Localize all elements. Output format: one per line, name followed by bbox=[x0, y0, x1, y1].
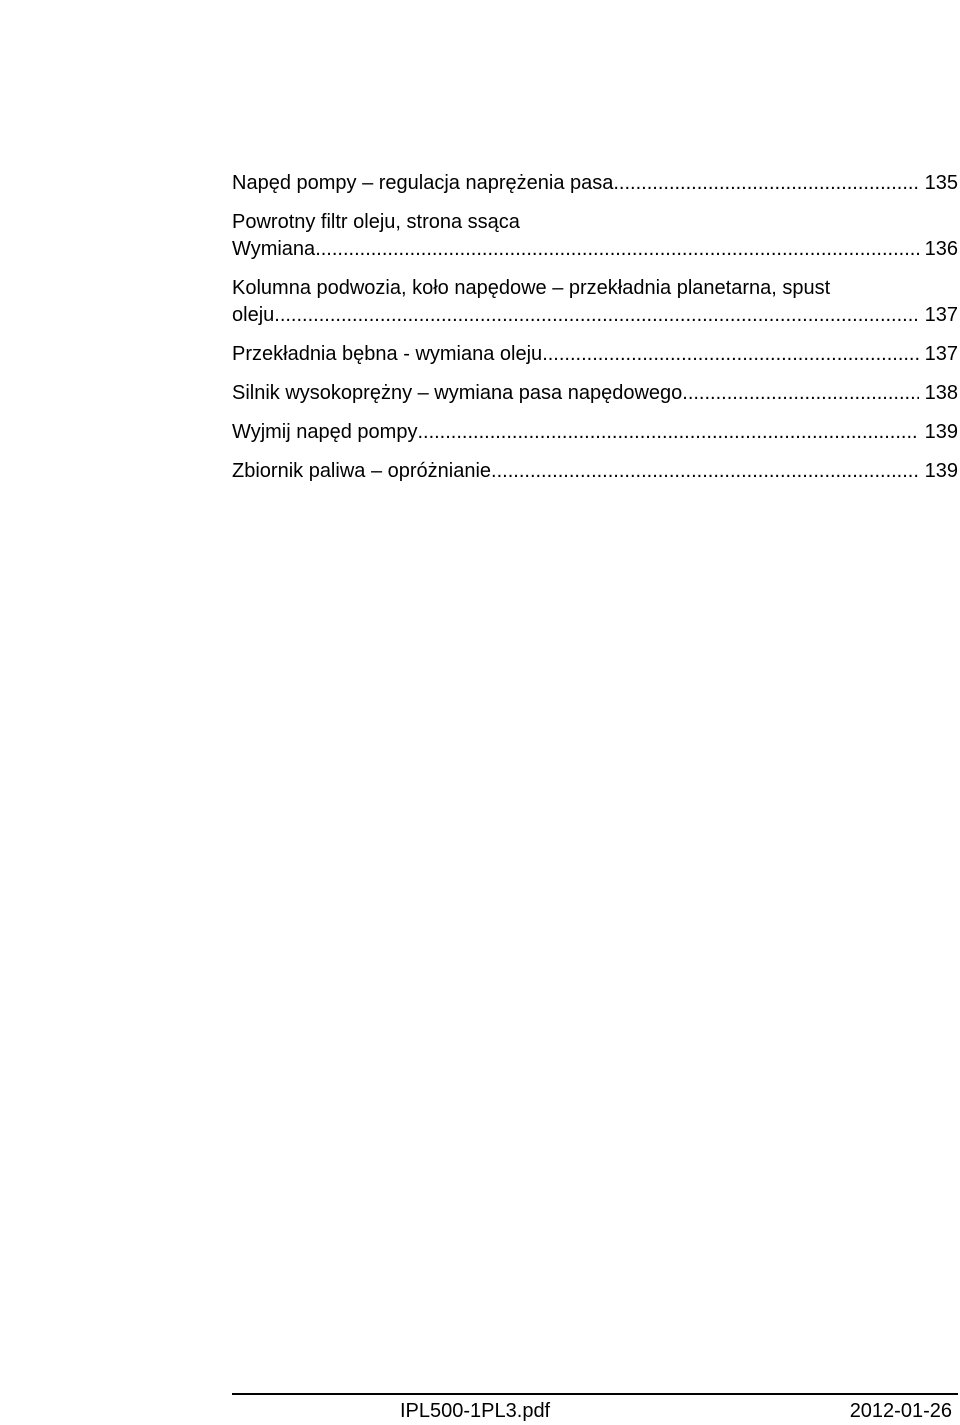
toc-entry-line bbox=[232, 236, 958, 263]
toc-entry[interactable] bbox=[232, 458, 958, 485]
toc-entry[interactable] bbox=[232, 341, 958, 368]
toc-entry-page-number: 139 bbox=[924, 421, 958, 443]
dot-leader bbox=[315, 236, 918, 263]
toc-entry-line bbox=[232, 419, 958, 446]
toc-entry[interactable] bbox=[232, 419, 958, 446]
toc-entry-title: Wymiana bbox=[232, 238, 316, 260]
toc-entry-title: Zbiornik paliwa – opróżnianie bbox=[232, 460, 492, 482]
toc-entry-line bbox=[232, 302, 958, 329]
toc-entry-line bbox=[232, 458, 958, 485]
dot-leader bbox=[274, 302, 918, 329]
toc-entry-page-number: 135 bbox=[924, 172, 958, 194]
toc-entry-line bbox=[232, 170, 958, 197]
toc-entry-title: Napęd pompy – regulacja naprężenia pasa bbox=[232, 172, 614, 194]
table-of-contents bbox=[232, 170, 958, 497]
dot-leader bbox=[613, 170, 918, 197]
footer-date: 2012-01-26 bbox=[849, 1400, 952, 1422]
toc-entry-title-line: Kolumna podwozia, koło napędowe – przekładnia planetarna, spust bbox=[232, 277, 831, 299]
toc-entry-page-number: 137 bbox=[924, 304, 958, 326]
dot-leader bbox=[417, 419, 918, 446]
toc-entry-title: oleju bbox=[232, 304, 275, 326]
toc-entry-line bbox=[232, 341, 958, 368]
footer-filename: IPL500-1PL3.pdf bbox=[400, 1400, 551, 1422]
toc-entry-page-number: 139 bbox=[924, 460, 958, 482]
dot-leader bbox=[542, 341, 918, 368]
toc-entry[interactable] bbox=[232, 209, 958, 263]
toc-entry-line bbox=[232, 380, 958, 407]
toc-entry[interactable] bbox=[232, 170, 958, 197]
toc-entry-page-number: 137 bbox=[924, 343, 958, 365]
toc-entry-title: Wyjmij napęd pompy bbox=[232, 421, 418, 443]
page-footer bbox=[232, 1397, 958, 1425]
toc-entry[interactable] bbox=[232, 380, 958, 407]
footer-divider bbox=[232, 1393, 958, 1395]
toc-entry-page-number: 136 bbox=[924, 238, 958, 260]
toc-entry-title: Silnik wysokoprężny – wymiana pasa napędowego bbox=[232, 382, 683, 404]
toc-entry-page-number: 138 bbox=[924, 382, 958, 404]
toc-entry-title: Przekładnia bębna - wymiana oleju bbox=[232, 343, 543, 365]
toc-entry-title-line: Powrotny filtr oleju, strona ssąca bbox=[232, 211, 520, 233]
dot-leader bbox=[491, 458, 919, 485]
toc-entry[interactable] bbox=[232, 275, 958, 329]
dot-leader bbox=[682, 380, 918, 407]
